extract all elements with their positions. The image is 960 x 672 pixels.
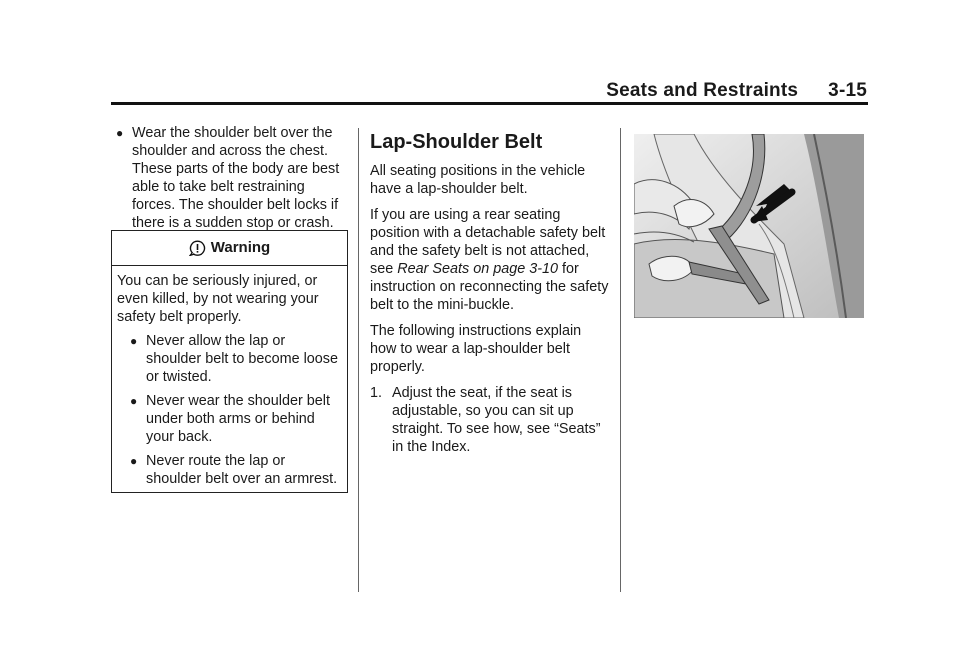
warning-title: Warning: [210, 239, 271, 256]
warning-item: [126, 392, 342, 446]
warning-item-text: Never allow the lap or shoulder belt to become loose or twisted.: [146, 333, 338, 385]
paragraph-rear-seats: [370, 206, 610, 314]
numbered-step: [370, 384, 610, 456]
cross-reference-link[interactable]: Rear Seats on page 3-10: [397, 261, 559, 277]
column-divider-right: [620, 128, 621, 592]
column-left: [112, 124, 348, 232]
warning-item: [126, 452, 342, 488]
warning-body: [112, 266, 347, 488]
step-number: 1.: [370, 385, 383, 401]
bullet-text: Wear the shoulder belt over the shoulder and across the chest. These parts of the body are best able to take belt restraining forces. The shoulder belt locks if there is a sudden stop or crash.: [132, 125, 340, 231]
warning-symbol-icon: [189, 240, 206, 256]
bullet-dot-icon: ●: [130, 334, 138, 348]
warning-intro: You can be seriously injured, or even killed, by not wearing your safety belt properly.: [117, 273, 319, 325]
page-header: [606, 80, 867, 102]
paragraph-text: for instruction on reconnecting the safety belt to the mini-buckle.: [370, 261, 609, 313]
warning-box: [111, 230, 348, 493]
paragraph: The following instructions explain how to wear a lap-shoulder belt properly.: [370, 323, 582, 375]
warning-item-text: Never wear the shoulder belt under both arms or behind your back.: [146, 393, 330, 445]
warning-item-text: Never route the lap or shoulder belt over an armrest.: [146, 453, 338, 487]
lap-shoulder-belt-illustration: [634, 134, 864, 318]
header-rule: [111, 102, 868, 105]
page-number: 3-15: [828, 80, 867, 101]
warning-header: [112, 231, 347, 266]
bullet-dot-icon: ●: [130, 454, 138, 468]
section-title: Seats and Restraints: [606, 80, 799, 101]
column-middle: [370, 130, 610, 456]
warning-item: [126, 332, 342, 386]
bullet-dot-icon: ●: [116, 126, 124, 140]
step-text: Adjust the seat, if the seat is adjustable, so you can sit up straight. To see how, see “Seats” in the Index.: [392, 385, 601, 455]
bullet-item: [112, 124, 348, 232]
section-heading: Lap-Shoulder Belt: [370, 131, 543, 153]
bullet-dot-icon: ●: [130, 394, 138, 408]
paragraph: All seating positions in the vehicle have a lap-shoulder belt.: [370, 163, 586, 197]
paragraph-text: If you are using a rear seating position with a detachable safety belt and the safety belt is not attached, see: [370, 207, 606, 277]
column-divider-left: [358, 128, 359, 592]
